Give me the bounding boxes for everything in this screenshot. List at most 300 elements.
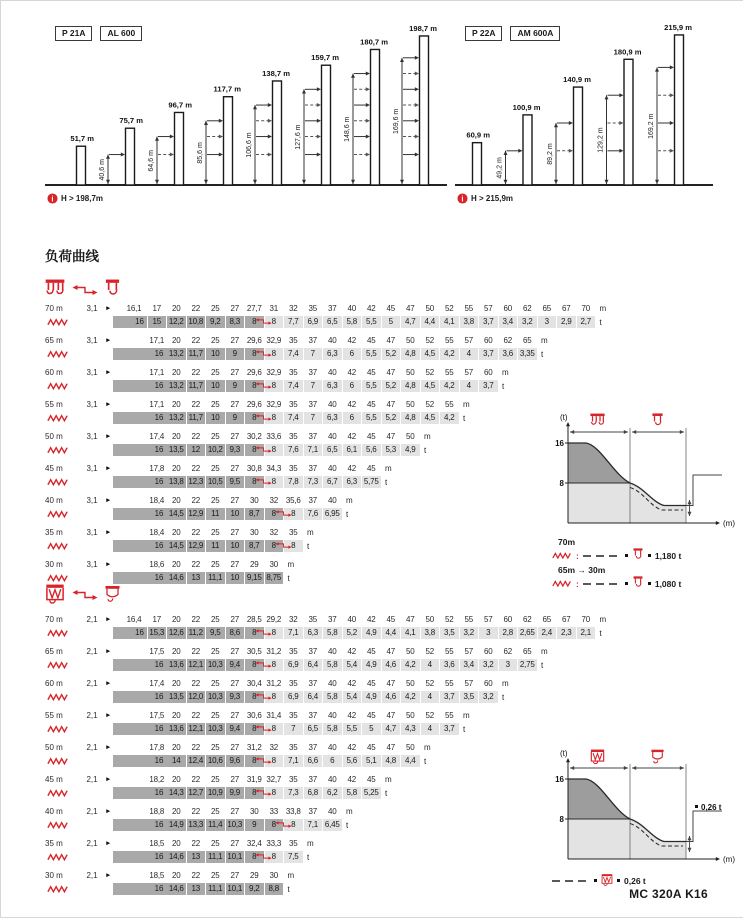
arrowhead bbox=[680, 766, 684, 770]
load-cell: 4,1 bbox=[440, 316, 459, 328]
radius-cell: 37 bbox=[308, 711, 317, 720]
arrowhead bbox=[317, 119, 321, 123]
arrowhead bbox=[569, 149, 573, 153]
stage-height-label: 169,6 m bbox=[393, 108, 400, 135]
radius-cell: 70 bbox=[581, 304, 590, 313]
load-cell: 7,5 bbox=[284, 851, 303, 863]
x-axis-label: (m) bbox=[723, 855, 735, 864]
load-cell: 2,1 bbox=[577, 627, 596, 639]
load-cell: 8,7 bbox=[245, 508, 264, 520]
radius-line bbox=[45, 645, 705, 658]
radius-cell: 25 bbox=[211, 400, 220, 409]
load-cell: 9,2 bbox=[245, 883, 264, 895]
block2-icon bbox=[106, 586, 120, 601]
load-cell: 4 bbox=[460, 380, 479, 392]
arrowhead bbox=[106, 180, 110, 184]
radius-cell: 65 bbox=[523, 647, 532, 656]
radius-cell: 50 bbox=[406, 743, 415, 752]
load-unit-label: t bbox=[599, 629, 602, 638]
load-cell: 8 bbox=[245, 723, 264, 735]
radius-cell: 37 bbox=[308, 647, 317, 656]
range-step-arrow-icon bbox=[255, 413, 272, 422]
pointer-icon: ► bbox=[105, 744, 112, 751]
load-cell: 8 bbox=[245, 691, 264, 703]
height-diagram-left-svg bbox=[45, 17, 447, 191]
block4-icon bbox=[46, 585, 63, 603]
load-cell: 6,8 bbox=[304, 787, 323, 799]
radius-cell: 27 bbox=[230, 464, 239, 473]
radius-cell: 45 bbox=[367, 647, 376, 656]
stage-height-label: 129,2 m bbox=[597, 127, 605, 153]
radius-cell: 27 bbox=[230, 304, 239, 313]
radius-cell: 50 bbox=[406, 432, 415, 441]
reeving-row-icon bbox=[47, 885, 69, 893]
load-cell: 6,9 bbox=[304, 316, 323, 328]
radius-cell: 16,4 bbox=[126, 615, 142, 624]
radius-cell: 32 bbox=[289, 615, 298, 624]
radius-cell: 40 bbox=[347, 615, 356, 624]
radius-cell: 27 bbox=[230, 496, 239, 505]
load-cell: 5,5 bbox=[362, 348, 381, 360]
load-cell: 5,2 bbox=[382, 412, 401, 424]
min-radius-value: 2,1 bbox=[86, 711, 98, 720]
bar-height-label: 51,7 m bbox=[70, 134, 94, 144]
reeving-row-icon bbox=[47, 318, 69, 326]
radius-cell: 57 bbox=[484, 615, 493, 624]
radius-cell: 22 bbox=[191, 615, 200, 624]
radius-cell: 55 bbox=[445, 400, 454, 409]
radius-cell: 34,3 bbox=[266, 464, 282, 473]
radius-cell: 22 bbox=[191, 560, 200, 569]
load-cell: 5,8 bbox=[343, 316, 362, 328]
load-cell: 15 bbox=[148, 316, 167, 328]
radius-cell: 22 bbox=[191, 679, 200, 688]
load-cell: 4,8 bbox=[382, 755, 401, 767]
load-cell: 8 bbox=[265, 316, 284, 328]
zone-8t bbox=[568, 819, 686, 859]
load-cell: 12,6 bbox=[168, 628, 184, 637]
load-unit-label: t bbox=[346, 510, 349, 519]
radius-cell: 27 bbox=[230, 647, 239, 656]
radius-unit-label: m bbox=[385, 464, 392, 473]
dashed-line-sample bbox=[583, 554, 621, 558]
radius-cell: 20 bbox=[172, 400, 181, 409]
pointer-icon: ► bbox=[105, 808, 112, 815]
radius-cell: 22 bbox=[191, 464, 200, 473]
load-cell: 3,4 bbox=[460, 659, 479, 671]
load-cell: 11,2 bbox=[187, 627, 206, 639]
radius-cell: 33,3 bbox=[266, 839, 282, 848]
load-cell: 9,3 bbox=[226, 444, 245, 456]
load-cell: 8 bbox=[265, 540, 284, 552]
load-cell: 2,9 bbox=[557, 316, 576, 328]
load-cell: 14,5 bbox=[168, 541, 184, 550]
radius-cell: 18,4 bbox=[149, 496, 165, 505]
radius-cell: 30 bbox=[269, 871, 278, 880]
arrowhead bbox=[566, 422, 570, 426]
step-arrow-icon bbox=[72, 589, 98, 601]
jib-length-label: 50 m bbox=[45, 743, 63, 752]
radius-cell: 20 bbox=[172, 839, 181, 848]
reeving-row-icon bbox=[552, 552, 572, 559]
radius-cell: 29,2 bbox=[266, 615, 282, 624]
leading-bar: 16 bbox=[113, 659, 167, 671]
bar-height-label: 100,9 m bbox=[512, 102, 541, 112]
load-line bbox=[45, 658, 705, 672]
load-cell: 12,1 bbox=[188, 660, 204, 669]
radius-cell: 17,4 bbox=[149, 679, 165, 688]
radius-cell: 18,8 bbox=[149, 807, 165, 816]
load-line bbox=[45, 347, 705, 361]
info-icon bbox=[457, 193, 468, 204]
load-unit-label: t bbox=[307, 853, 310, 862]
radius-cell: 20 bbox=[172, 496, 181, 505]
radius-cell: 42 bbox=[367, 615, 376, 624]
load-cell: 5,5 bbox=[343, 723, 362, 735]
arrowhead bbox=[415, 87, 419, 91]
jib-length-label: 55 m bbox=[45, 711, 63, 720]
radius-unit-label: m bbox=[541, 647, 548, 656]
load-cell: 10 bbox=[226, 508, 245, 520]
radius-cell: 47 bbox=[386, 647, 395, 656]
load-cell: 8 bbox=[265, 755, 284, 767]
reeving-row-icon bbox=[47, 821, 69, 829]
load-cell: 13,2 bbox=[168, 349, 184, 358]
bar-height-label: 117,7 m bbox=[213, 84, 241, 94]
radius-cell: 22 bbox=[191, 647, 200, 656]
arrowhead bbox=[415, 103, 419, 107]
min-radius-value: 3,1 bbox=[86, 464, 98, 473]
section-title: 负荷曲线 bbox=[45, 249, 99, 264]
load-unit-label: t bbox=[502, 382, 505, 391]
radius-cell: 20 bbox=[172, 647, 181, 656]
arrowhead bbox=[688, 848, 692, 852]
load-cell: 7,1 bbox=[284, 627, 303, 639]
arrowhead bbox=[415, 119, 419, 123]
reeving-row-icon bbox=[48, 384, 67, 389]
radius-cell: 67 bbox=[562, 304, 571, 313]
load-cell: 6,3 bbox=[304, 627, 323, 639]
load-cell: 2,7 bbox=[577, 316, 596, 328]
radius-cell: 65 bbox=[542, 304, 551, 313]
pointer-icon: ► bbox=[105, 497, 112, 504]
radius-unit-label: m bbox=[307, 528, 314, 537]
table-row bbox=[45, 613, 705, 640]
reeving-row-icon bbox=[48, 791, 67, 796]
load-cell: 8 bbox=[265, 508, 284, 520]
range-step-arrow-icon bbox=[275, 509, 292, 518]
arrowhead bbox=[351, 74, 355, 78]
radius-cell: 45 bbox=[367, 775, 376, 784]
min-radius-value: 3,1 bbox=[86, 336, 98, 345]
radius-cell: 60 bbox=[484, 336, 493, 345]
load-cell: 6,9 bbox=[284, 691, 303, 703]
load-cell: 8 bbox=[265, 444, 284, 456]
radius-cell: 32,7 bbox=[266, 775, 282, 784]
arrowhead bbox=[302, 89, 306, 93]
load-line bbox=[45, 379, 705, 393]
reeving-row-icon bbox=[48, 480, 67, 485]
radius-cell: 40 bbox=[347, 304, 356, 313]
block4-icon bbox=[602, 874, 613, 885]
mast-bar bbox=[420, 36, 429, 185]
range-step-arrow-icon bbox=[255, 350, 271, 357]
range-step-arrow-icon bbox=[275, 820, 292, 829]
radius-cell: 22 bbox=[191, 496, 200, 505]
height-diagram-right-svg bbox=[455, 17, 713, 191]
load-cell: 8 bbox=[245, 380, 264, 392]
capacity-chart-1 bbox=[546, 411, 743, 593]
mast-bar bbox=[574, 87, 583, 185]
reeving-row-icon bbox=[48, 663, 67, 668]
radius-cell: 25 bbox=[211, 647, 220, 656]
radius-cell: 40 bbox=[328, 432, 337, 441]
jib-length-label: 30 m bbox=[45, 560, 63, 569]
legend-separator: : bbox=[576, 550, 579, 561]
load-cell: 8 bbox=[265, 851, 284, 863]
table-row bbox=[45, 645, 705, 672]
badge: AL 600 bbox=[100, 26, 142, 41]
radius-cell: 45 bbox=[367, 464, 376, 473]
arrowhead bbox=[366, 87, 370, 91]
range-step-arrow-icon bbox=[255, 445, 272, 454]
reeving-row-icon bbox=[47, 446, 69, 454]
pointer-icon: ► bbox=[105, 712, 112, 719]
y-tick-16: 16 bbox=[555, 439, 564, 448]
jib-length-label: 70 m bbox=[45, 304, 63, 313]
radius-cell: 31 bbox=[269, 304, 278, 313]
load-unit-label: t bbox=[541, 350, 544, 359]
radius-cell: 42 bbox=[367, 304, 376, 313]
jib-length-label: 40 m bbox=[45, 807, 63, 816]
load-cell: 6,4 bbox=[304, 659, 323, 671]
reeving-row-icon bbox=[47, 661, 69, 669]
arrowhead bbox=[317, 135, 321, 139]
radius-unit-label: m bbox=[385, 775, 392, 784]
radius-cell: 27 bbox=[230, 368, 239, 377]
radius-cell: 25 bbox=[211, 775, 220, 784]
dashed-line-sample bbox=[583, 582, 621, 586]
load-unit-label: t bbox=[424, 446, 427, 455]
legend-range-label: 70m bbox=[558, 537, 576, 547]
radius-cell: 35 bbox=[289, 839, 298, 848]
zone-8t bbox=[568, 483, 686, 523]
block2-icon bbox=[651, 750, 663, 763]
radius-cell: 17 bbox=[152, 304, 161, 313]
load-cell: 4,6 bbox=[382, 659, 401, 671]
load-cell: 2,3 bbox=[557, 627, 576, 639]
radius-cell: 27 bbox=[230, 807, 239, 816]
load-cell: 3,7 bbox=[440, 723, 459, 735]
load-cell: 13,6 bbox=[168, 724, 184, 733]
radius-cell: 40 bbox=[328, 807, 337, 816]
y-axis-label: (t) bbox=[560, 749, 568, 758]
load-cell: 7,4 bbox=[284, 348, 303, 360]
load-cell: 6,5 bbox=[323, 444, 342, 456]
load-cell: 5,8 bbox=[323, 659, 342, 671]
radius-cell: 32 bbox=[269, 528, 278, 537]
radius-cell: 60 bbox=[484, 368, 493, 377]
load-line bbox=[45, 722, 705, 736]
radius-cell: 47 bbox=[386, 432, 395, 441]
radius-cell: 32,9 bbox=[266, 336, 282, 345]
radius-cell: 29 bbox=[250, 871, 259, 880]
badge: P 22A bbox=[465, 26, 502, 41]
load-cell: 3,6 bbox=[440, 659, 459, 671]
bar-height-label: 159,7 m bbox=[311, 53, 339, 63]
mast-bar bbox=[126, 128, 135, 185]
x-axis-label: (m) bbox=[723, 519, 735, 528]
arrowhead bbox=[570, 766, 574, 770]
load-cell: 9 bbox=[245, 819, 264, 831]
dashed-line-sample bbox=[552, 879, 590, 883]
reeving-row-icon bbox=[48, 823, 67, 828]
range-step-arrow-icon bbox=[255, 852, 272, 861]
pointer-icon: ► bbox=[105, 401, 112, 408]
arrowhead bbox=[302, 180, 306, 184]
load-cell: 4,8 bbox=[401, 348, 420, 360]
min-radius-value: 2,1 bbox=[86, 807, 98, 816]
radius-cell: 27 bbox=[230, 679, 239, 688]
load-cell: 3,2 bbox=[479, 691, 498, 703]
leading-bar: 16 bbox=[113, 723, 167, 735]
range-step-arrow-icon bbox=[255, 318, 271, 325]
radius-cell: 20 bbox=[172, 871, 181, 880]
radius-cell: 55 bbox=[464, 615, 473, 624]
radius-cell: 22 bbox=[191, 368, 200, 377]
radius-cell: 37 bbox=[308, 368, 317, 377]
pointer-icon: ► bbox=[105, 465, 112, 472]
radius-cell: 30 bbox=[250, 496, 259, 505]
legend-bullet bbox=[625, 582, 628, 585]
load-cell: 5,5 bbox=[362, 380, 381, 392]
arrowhead bbox=[415, 72, 419, 76]
load-cell: 7,4 bbox=[284, 380, 303, 392]
load-cell: 9 bbox=[226, 348, 245, 360]
arrowhead bbox=[716, 857, 720, 861]
load-cell: 11,7 bbox=[187, 412, 206, 424]
load-cell: 6,3 bbox=[343, 476, 362, 488]
reeving-row-icon bbox=[47, 757, 69, 765]
radius-cell: 30,2 bbox=[246, 432, 262, 441]
load-cell: 3,5 bbox=[440, 627, 459, 639]
arrowhead bbox=[624, 430, 628, 434]
load-cell: 8,7 bbox=[245, 540, 264, 552]
load-unit-label: t bbox=[287, 885, 290, 894]
leading-bar: 16 bbox=[113, 572, 167, 584]
reeving-row-icon bbox=[47, 510, 69, 518]
radius-cell: 20 bbox=[172, 528, 181, 537]
load-cell: 3,2 bbox=[460, 627, 479, 639]
load-cell: 10,3 bbox=[207, 692, 223, 701]
load-cell: 11,1 bbox=[206, 883, 225, 895]
load-cell: 7 bbox=[304, 380, 323, 392]
arrowhead bbox=[688, 512, 692, 516]
load-unit-label: t bbox=[287, 574, 290, 583]
radius-cell: 17,1 bbox=[149, 336, 165, 345]
reeving-row-icon bbox=[47, 725, 69, 733]
min-radius-value: 3,1 bbox=[86, 432, 98, 441]
radius-unit-label: m bbox=[307, 839, 314, 848]
load-line bbox=[45, 690, 705, 704]
load-cell: 13 bbox=[187, 851, 206, 863]
radius-cell: 62 bbox=[523, 615, 532, 624]
load-cell: 4,5 bbox=[421, 348, 440, 360]
mast-bar bbox=[371, 49, 380, 185]
load-cell: 12,7 bbox=[188, 788, 204, 797]
radius-cell: 27,7 bbox=[246, 304, 262, 313]
radius-line bbox=[45, 334, 705, 347]
radius-unit-label: m bbox=[287, 560, 295, 569]
arrowhead bbox=[121, 153, 125, 157]
load-cell: 6 bbox=[323, 755, 342, 767]
load-cell: 8 bbox=[245, 787, 264, 799]
radius-cell: 35 bbox=[289, 432, 298, 441]
jib-length-label: 40 m bbox=[45, 496, 63, 505]
radius-cell: 45 bbox=[386, 304, 395, 313]
jib-length-label: 55 m bbox=[45, 400, 63, 409]
load-cell: 5,2 bbox=[382, 348, 401, 360]
arrowhead bbox=[317, 153, 321, 157]
load-cell: 3,2 bbox=[479, 659, 498, 671]
load-cell: 8 bbox=[265, 691, 284, 703]
load-cell: 15,3 bbox=[149, 628, 165, 637]
radius-cell: 52 bbox=[445, 304, 454, 313]
load-cell: 7,4 bbox=[284, 412, 303, 424]
radius-cell: 25 bbox=[211, 464, 220, 473]
radius-cell: 47 bbox=[386, 336, 395, 345]
radius-cell: 37 bbox=[308, 775, 317, 784]
hook2-icon bbox=[633, 548, 642, 558]
min-radius-value: 3,1 bbox=[86, 528, 98, 537]
arrowhead bbox=[400, 180, 404, 184]
load-cell: 5,8 bbox=[343, 787, 362, 799]
radius-cell: 37 bbox=[328, 304, 337, 313]
load-cell: 8 bbox=[265, 659, 284, 671]
radius-cell: 35 bbox=[289, 464, 298, 473]
load-cell: 14,3 bbox=[168, 788, 184, 797]
mast-bar bbox=[273, 81, 282, 185]
range-step-arrow-icon bbox=[275, 542, 291, 549]
load-cell: 7,6 bbox=[304, 508, 323, 520]
load-cell: 9 bbox=[226, 412, 245, 424]
load-unit-label: t bbox=[463, 725, 466, 734]
load-cell: 8 bbox=[265, 819, 284, 831]
load-cell: 5,8 bbox=[323, 691, 342, 703]
load-unit-label: t bbox=[385, 789, 388, 798]
radius-cell: 16,1 bbox=[126, 304, 142, 313]
radius-cell: 30 bbox=[250, 807, 259, 816]
step-line bbox=[686, 475, 722, 506]
radius-cell: 20 bbox=[172, 432, 181, 441]
arrowhead bbox=[219, 119, 223, 123]
zone-16t bbox=[568, 779, 630, 819]
radius-unit-label: m bbox=[599, 304, 607, 313]
jib-length-label: 70 m bbox=[45, 615, 63, 624]
reeving-row-icon bbox=[48, 759, 67, 764]
load-cell: 3,35 bbox=[519, 349, 535, 358]
radius-cell: 37 bbox=[308, 679, 317, 688]
radius-cell: 37 bbox=[328, 615, 337, 624]
jib-length-label: 60 m bbox=[45, 679, 63, 688]
load-cell: 11,4 bbox=[206, 819, 225, 831]
load-cell: 4,2 bbox=[401, 659, 420, 671]
hook4-icon bbox=[46, 280, 65, 294]
radius-cell: 20 bbox=[172, 679, 181, 688]
radius-cell: 37 bbox=[308, 464, 317, 473]
reeving-row-icon bbox=[553, 553, 571, 558]
load-cell: 5,6 bbox=[343, 755, 362, 767]
